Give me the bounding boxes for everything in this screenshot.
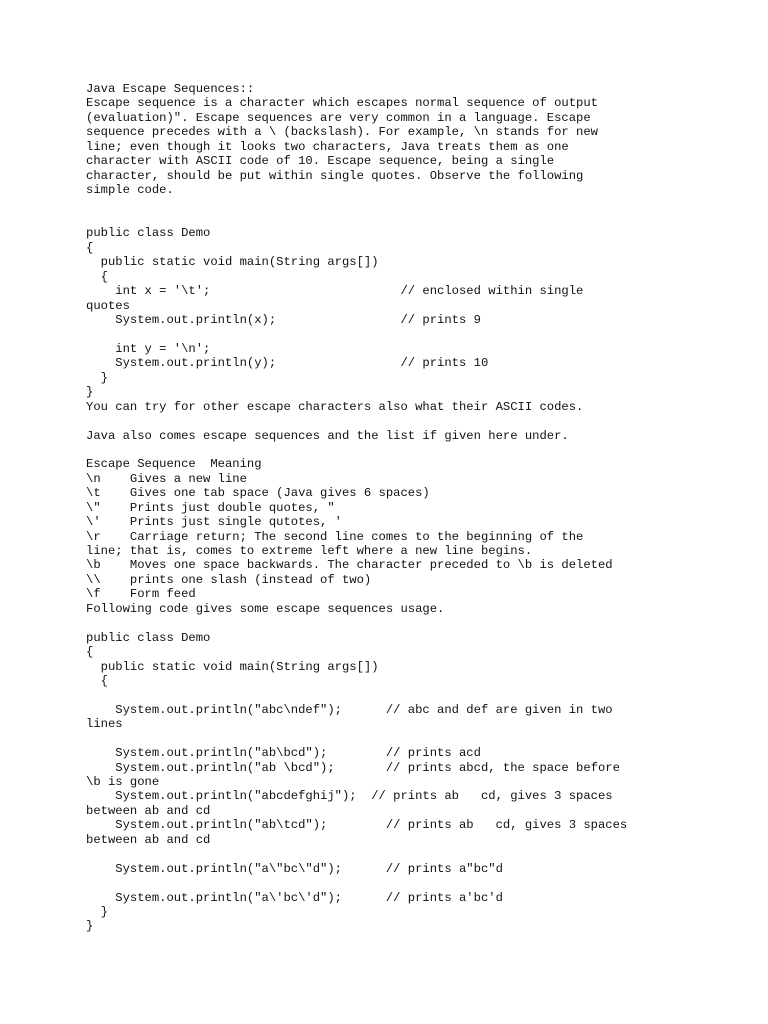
text-line: int x = '\t'; // enclosed within single: [86, 284, 584, 299]
text-line: [86, 212, 726, 226]
text-line: [86, 443, 726, 457]
text-line: lines: [86, 717, 123, 732]
text-line: quotes: [86, 298, 130, 313]
text-line: [86, 616, 726, 630]
text-line: System.out.println("a\'bc\'d"); // prints a'bc'd: [86, 890, 503, 905]
text-line: System.out.println("abc\ndef"); // abc and def are given in two: [86, 702, 613, 717]
text-line: sequence precedes with a \ (backslash). For example, \n stands for new: [86, 125, 598, 140]
text-line: simple code.: [86, 183, 174, 198]
text-line: \r Carriage return; The second line comes to the beginning of the: [86, 529, 584, 544]
text-line: [86, 732, 726, 746]
text-line: character with ASCII code of 10. Escape sequence, being a single: [86, 154, 555, 169]
text-line: public class Demo: [86, 226, 211, 241]
text-line: }: [86, 370, 108, 385]
text-line: between ab and cd: [86, 803, 211, 818]
text-line: [86, 414, 726, 428]
text-line: \b is gone: [86, 775, 160, 789]
text-line: System.out.println("ab\tcd"); // prints ab cd, gives 3 spaces: [86, 818, 628, 833]
text-line: [86, 847, 726, 861]
text-line: \\ prints one slash (instead of two): [86, 572, 372, 587]
text-line: \t Gives one tab space (Java gives 6 spaces): [86, 486, 430, 501]
text-line: System.out.println("ab \bcd"); // prints abcd, the space before: [86, 760, 620, 775]
text-line: [86, 876, 726, 890]
text-line: System.out.println("a\"bc\"d"); // prints a"bc"d: [86, 861, 503, 876]
text-line: Escape Sequence Meaning: [86, 457, 262, 472]
text-line: }: [86, 919, 94, 934]
text-line: public static void main(String args[]): [86, 659, 379, 674]
text-line: line; even though it looks two characters, Java treats them as one: [86, 139, 569, 154]
text-line: {: [86, 645, 94, 660]
text-line: int y = '\n';: [86, 341, 211, 356]
text-line: Java Escape Sequences::: [86, 82, 255, 96]
text-line: System.out.println("abcdefghij"); // prints ab cd, gives 3 spaces: [86, 789, 613, 804]
text-line: Escape sequence is a character which escapes normal sequence of output: [86, 96, 598, 111]
text-line: System.out.println("ab\bcd"); // prints acd: [86, 746, 481, 761]
text-line: }: [86, 385, 94, 400]
text-line: \' Prints just single qutotes, ': [86, 515, 342, 530]
text-line: Following code gives some escape sequences usage.: [86, 601, 445, 616]
text-line: {: [86, 240, 94, 255]
text-line: [86, 688, 726, 702]
text-line: }: [86, 904, 108, 919]
text-line: \" Prints just double quotes, ": [86, 500, 335, 515]
text-line: Java also comes escape sequences and the list if given here under.: [86, 428, 569, 443]
text-line: [86, 198, 726, 212]
text-line: \b Moves one space backwards. The character preceded to \b is deleted: [86, 558, 613, 573]
text-line: [86, 327, 726, 341]
text-line: public static void main(String args[]): [86, 255, 379, 270]
text-line: System.out.println(y); // prints 10: [86, 356, 489, 371]
text-line: System.out.println(x); // prints 9: [86, 313, 481, 327]
text-line: {: [86, 673, 108, 688]
text-line: line; that is, comes to extreme left where a new line begins.: [86, 544, 533, 558]
text-line: character, should be put within single quotes. Observe the following: [86, 168, 584, 183]
text-line: \n Gives a new line: [86, 471, 247, 486]
document-text: [86, 82, 726, 934]
text-line: You can try for other escape characters also what their ASCII codes.: [86, 399, 584, 414]
text-line: \f Form feed: [86, 587, 196, 602]
text-line: {: [86, 269, 108, 284]
text-line: public class Demo: [86, 630, 211, 645]
text-line: (evaluation)". Escape sequences are very common in a language. Escape: [86, 110, 591, 125]
text-line: between ab and cd: [86, 832, 211, 847]
